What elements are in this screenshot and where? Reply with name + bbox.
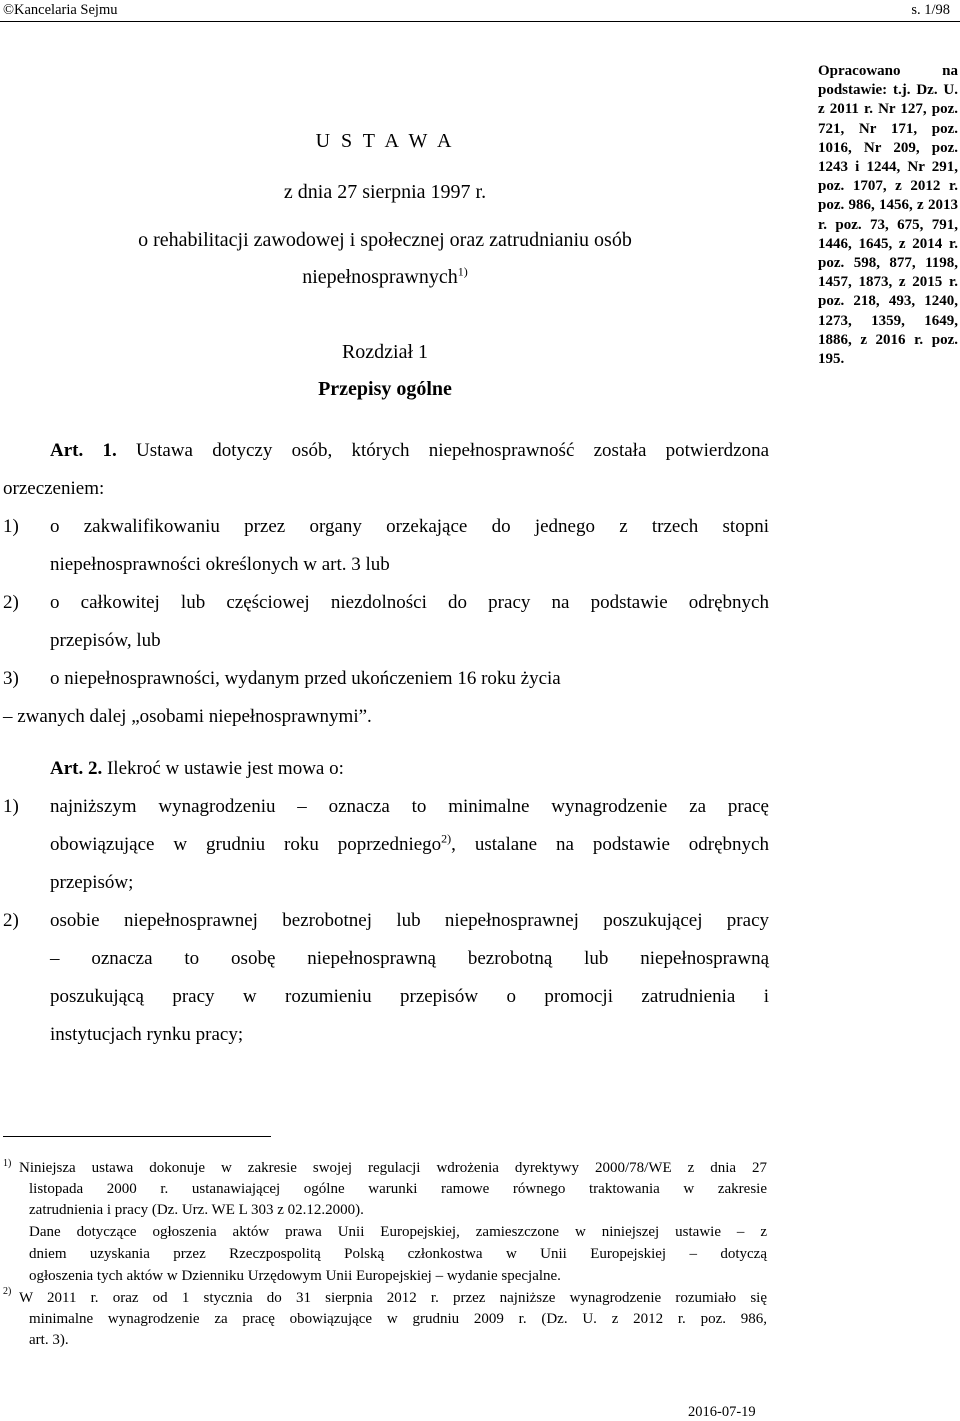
- art1-point2-number: 2): [3, 592, 19, 613]
- art1-point3-number: 3): [3, 668, 19, 689]
- art2-point2-line2: – oznacza to osobę niepełnosprawną bezrobotną lub niepełnosprawną: [50, 948, 769, 969]
- art2-point1-number: 1): [3, 796, 19, 817]
- footnote1-line3: zatrudnienia i pracy (Dz. Urz. WE L 303 z 02.12.2000).: [29, 1202, 364, 1218]
- footnote-ref-2[interactable]: 2): [441, 831, 452, 846]
- art1-point2-line1: o całkowitej lub częściowej niezdolności do pracy na podstawie odrębnych: [50, 592, 769, 613]
- art2-point1-text-b: , ustalane na podstawie odrębnych: [451, 834, 769, 855]
- footnote2-line3: art. 3).: [29, 1332, 69, 1348]
- footnote2-line2: minimalne wynagrodzenie za pracę obowiązujące w grudniu 2009 r. (Dz. U. z 2012 r. poz. 986,: [29, 1311, 767, 1327]
- art2-point2-line1: osobie niepełnosprawnej bezrobotnej lub niepełnosprawnej poszukującej pracy: [50, 910, 769, 931]
- page-number: s. 1/98: [911, 2, 950, 18]
- art2-label: Art. 2.: [50, 758, 103, 779]
- art1-point2-line2: przepisów, lub: [50, 630, 161, 651]
- footnote-ref-1[interactable]: 1): [457, 264, 468, 279]
- footnote2-line1: W 2011 r. oraz od 1 stycznia do 31 sierpnia 2012 r. przez najniższe wynagrodzenie rozumiało się: [19, 1290, 767, 1306]
- art1-point1-number: 1): [3, 516, 19, 537]
- art1-point1-line1: o zakwalifikowaniu przez organy orzekające do jednego z trzech stopni: [50, 516, 769, 537]
- art1-closing: – zwanych dalej „osobami niepełnosprawnymi”.: [3, 706, 372, 727]
- margin-note: Opracowano na podstawie: t.j. Dz. U. z 2011 r. Nr 127, poz. 721, Nr 171, poz. 1016, Nr 209, poz. 1243 i 1244, Nr 291, poz. 1707, z 2012 r. poz. 986, 1456, z 2013 r. poz. 73, 675, 791, 1446, 1645, z 2014 r. poz. 598, 877, 1198, 1457, 1873, z 2015 r. poz. 218, 493, 1240, 1273, 1359, 1649, 1886, z 2016 r. poz. 195.: [818, 63, 958, 368]
- art2-point1-line1: najniższym wynagrodzeniu – oznacza to minimalne wynagrodzenie za pracę: [50, 796, 769, 817]
- art1-intro-line1: [50, 440, 769, 462]
- art2-point1-line3: przepisów;: [50, 872, 134, 893]
- chapter-heading: Rozdział 1: [341, 341, 429, 363]
- header-rule: [0, 21, 960, 22]
- footnote1-line5: dniem uzyskania przez Rzeczpospolitą Polską członkostwa w Unii Europejskiej – dotyczą: [29, 1246, 767, 1262]
- footnote1-line6: ogłoszenia tych aktów w Dzienniku Urzędowym Unii Europejskiej – wydanie specjalne.: [29, 1268, 561, 1284]
- art2-point1-text-a: obowiązujące w grudniu roku poprzedniego: [50, 834, 442, 855]
- art2-point2-number: 2): [3, 910, 19, 931]
- art2-point2-line4: instytucjach rynku pracy;: [50, 1024, 244, 1045]
- footer-date: 2016-07-19: [688, 1404, 756, 1420]
- art1-label: Art. 1.: [50, 440, 117, 461]
- footnote1-line4: Dane dotyczące ogłoszenia aktów prawa Unii Europejskiej, zamieszczone w niniejszej ustawie – z: [29, 1224, 767, 1240]
- footnote1-line2: listopada 2000 r. ustanawiającej ogólne warunki ramowe równego traktowania w zakresie: [29, 1181, 767, 1197]
- art2-point1-line2: [50, 831, 769, 856]
- footnote1-line1: Niniejsza ustawa dokonuje w zakresie swojej regulacji wdrożenia dyrektywy 2000/78/WE z dnia 27: [19, 1160, 767, 1176]
- art2-intro: [50, 758, 344, 780]
- art1-point1-line2: niepełnosprawności określonych w art. 3 lub: [50, 554, 390, 575]
- footnote1-mark: 1): [3, 1158, 12, 1169]
- art2-point2-line3: poszukującą pracy w rozumieniu przepisów o promocji zatrudnienia i: [50, 986, 769, 1007]
- subject-text: niepełnosprawnych: [302, 266, 458, 288]
- header-copyright: ©Kancelaria Sejmu: [3, 2, 118, 18]
- document-subject-line1: o rehabilitacji zawodowej i społecznej oraz zatrudnianiu osób: [138, 229, 632, 251]
- footnote2-mark: 2): [3, 1286, 12, 1297]
- art1-point3-line1: o niepełnosprawności, wydanym przed ukończeniem 16 roku życia: [50, 668, 561, 689]
- document-date: z dnia 27 sierpnia 1997 r.: [283, 181, 487, 203]
- art1-intro-text: Ustawa dotyczy osób, których niepełnosprawność została potwierdzona: [135, 440, 770, 461]
- chapter-title: Przepisy ogólne: [318, 378, 452, 400]
- art2-intro-text: Ilekroć w ustawie jest mowa o:: [106, 758, 344, 779]
- document-subject-line2: [0, 266, 770, 289]
- footnote-rule: [3, 1136, 271, 1137]
- document-title: U S T A W A: [315, 130, 455, 152]
- art1-intro-line2: orzeczeniem:: [3, 478, 105, 499]
